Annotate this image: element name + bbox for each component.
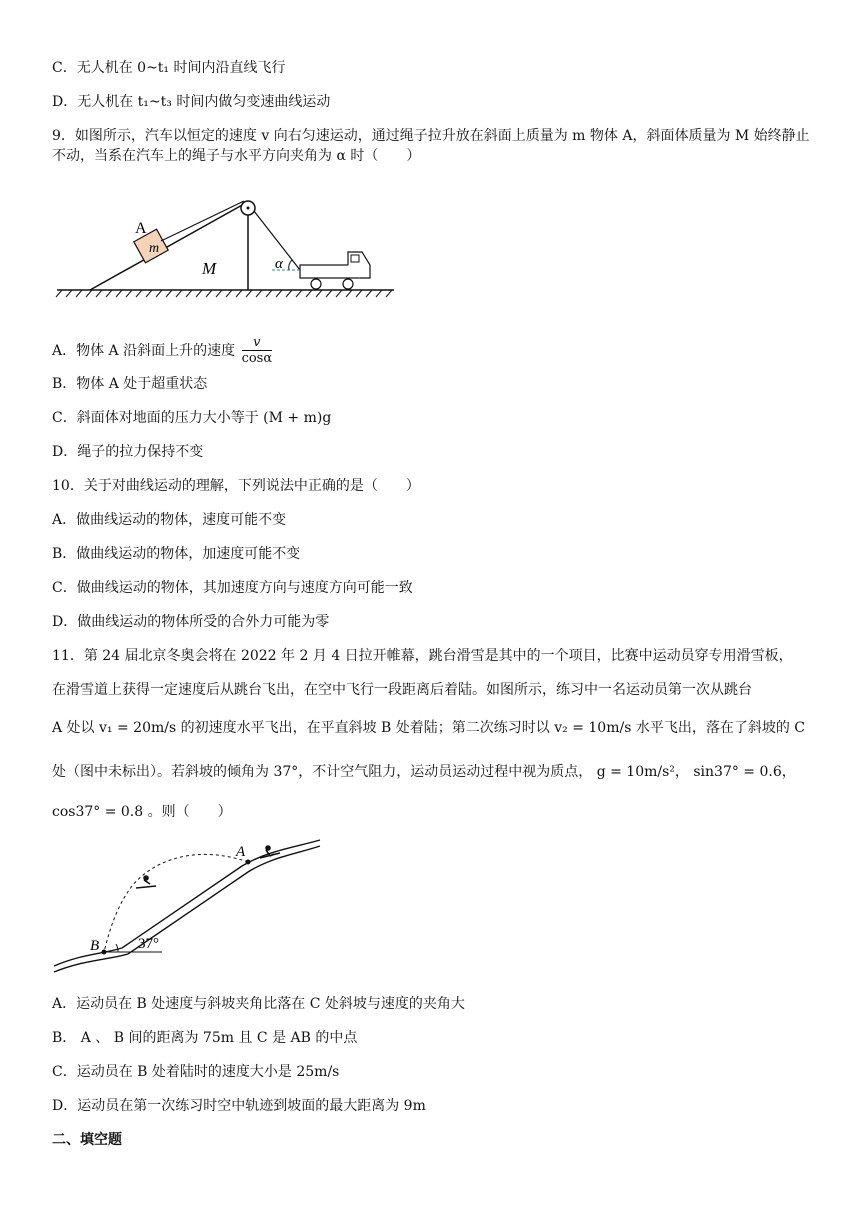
q9-option-d: D．绳子的拉力保持不变 [52,444,204,460]
q10-option-a: A．做曲线运动的物体，速度可能不变 [52,512,287,528]
q11-option-d: D．运动员在第一次练习时空中轨迹到坡面的最大距离为 9m [52,1098,426,1114]
q9-label-alpha: α [275,256,283,272]
q9-option-b: B．物体 A 处于超重状态 [52,376,208,392]
q9-label-m: m [149,241,160,256]
q11-label-b: B [90,938,100,954]
q11-stem-line-4: 处（图中未标出）。若斜坡的倾角为 37°，不计空气阻力，运动员运动过程中视为质点， g = 10m/s²， sin37° = 0.6， [52,764,796,780]
q9-label-big-m: M [202,259,217,278]
q10-option-d: D．做曲线运动的物体所受的合外力可能为零 [52,614,330,630]
q10-option-c: C．做曲线运动的物体，其加速度方向与速度方向可能一致 [52,580,413,596]
q11-ski-slope-figure [52,836,324,976]
q9-label-a: A [135,220,147,237]
q11-option-a: A．运动员在 B 处速度与斜坡夹角比落在 C 处斜坡与速度的夹角大 [52,996,465,1012]
q9-option-c: C．斜面体对地面的压力大小等于 (M + m)g [52,410,332,426]
q11-stem-line-1: 11．第 24 届北京冬奥会将在 2022 年 2 月 4 日拉开帷幕，跳台滑雪是其中的一个项目，比赛中运动员穿专用滑雪板， [52,648,793,664]
q11-stem-line-2: 在滑雪道上获得一定速度后从跳台飞出，在空中飞行一段距离后着陆。如图所示，练习中一名运动员第一次从跳台 [52,682,752,698]
q9-incline-figure [52,190,402,305]
q9-option-a: A．物体 A 沿斜面上升的速度 $\frac{v}{\cos\alpha}$ [52,335,273,366]
q11-label-a: A [236,844,246,860]
q11-option-b: B． A 、 B 间的距离为 75m 且 C 是 AB 的中点 [52,1030,358,1046]
q10-option-b: B．做曲线运动的物体，加速度可能不变 [52,546,301,562]
q10-stem: 10．关于对曲线运动的理解，下列说法中正确的是（ ） [52,478,420,494]
q11-label-angle: 37° [138,936,159,952]
q11-stem-line-5: cos37° = 0.8 。则（ ） [52,804,232,820]
q8-option-d: D．无人机在 t₁~t₃ 时间内做匀变速曲线运动 [52,94,331,110]
q11-stem-line-3: A 处以 v₁ = 20m/s 的初速度水平飞出，在平直斜坡 B 处着陆；第二次练习时以 v₂ = 10m/s 水平飞出，落在了斜坡的 C [52,720,805,736]
q8-option-c: C．无人机在 0~t₁ 时间内沿直线飞行 [52,60,286,76]
q11-option-c: C．运动员在 B 处着陆时的速度大小是 25m/s [52,1064,340,1080]
q9-stem: 9．如图所示，汽车以恒定的速度 v 向右匀速运动，通过绳子拉升放在斜面上质量为 m 物体 A，斜面体质量为 M 始终静止不动，当系在汽车上的绳子与水平方向夹角为 α 时（ ） [52,128,810,164]
section-title: 二、填空题 [52,1132,122,1148]
